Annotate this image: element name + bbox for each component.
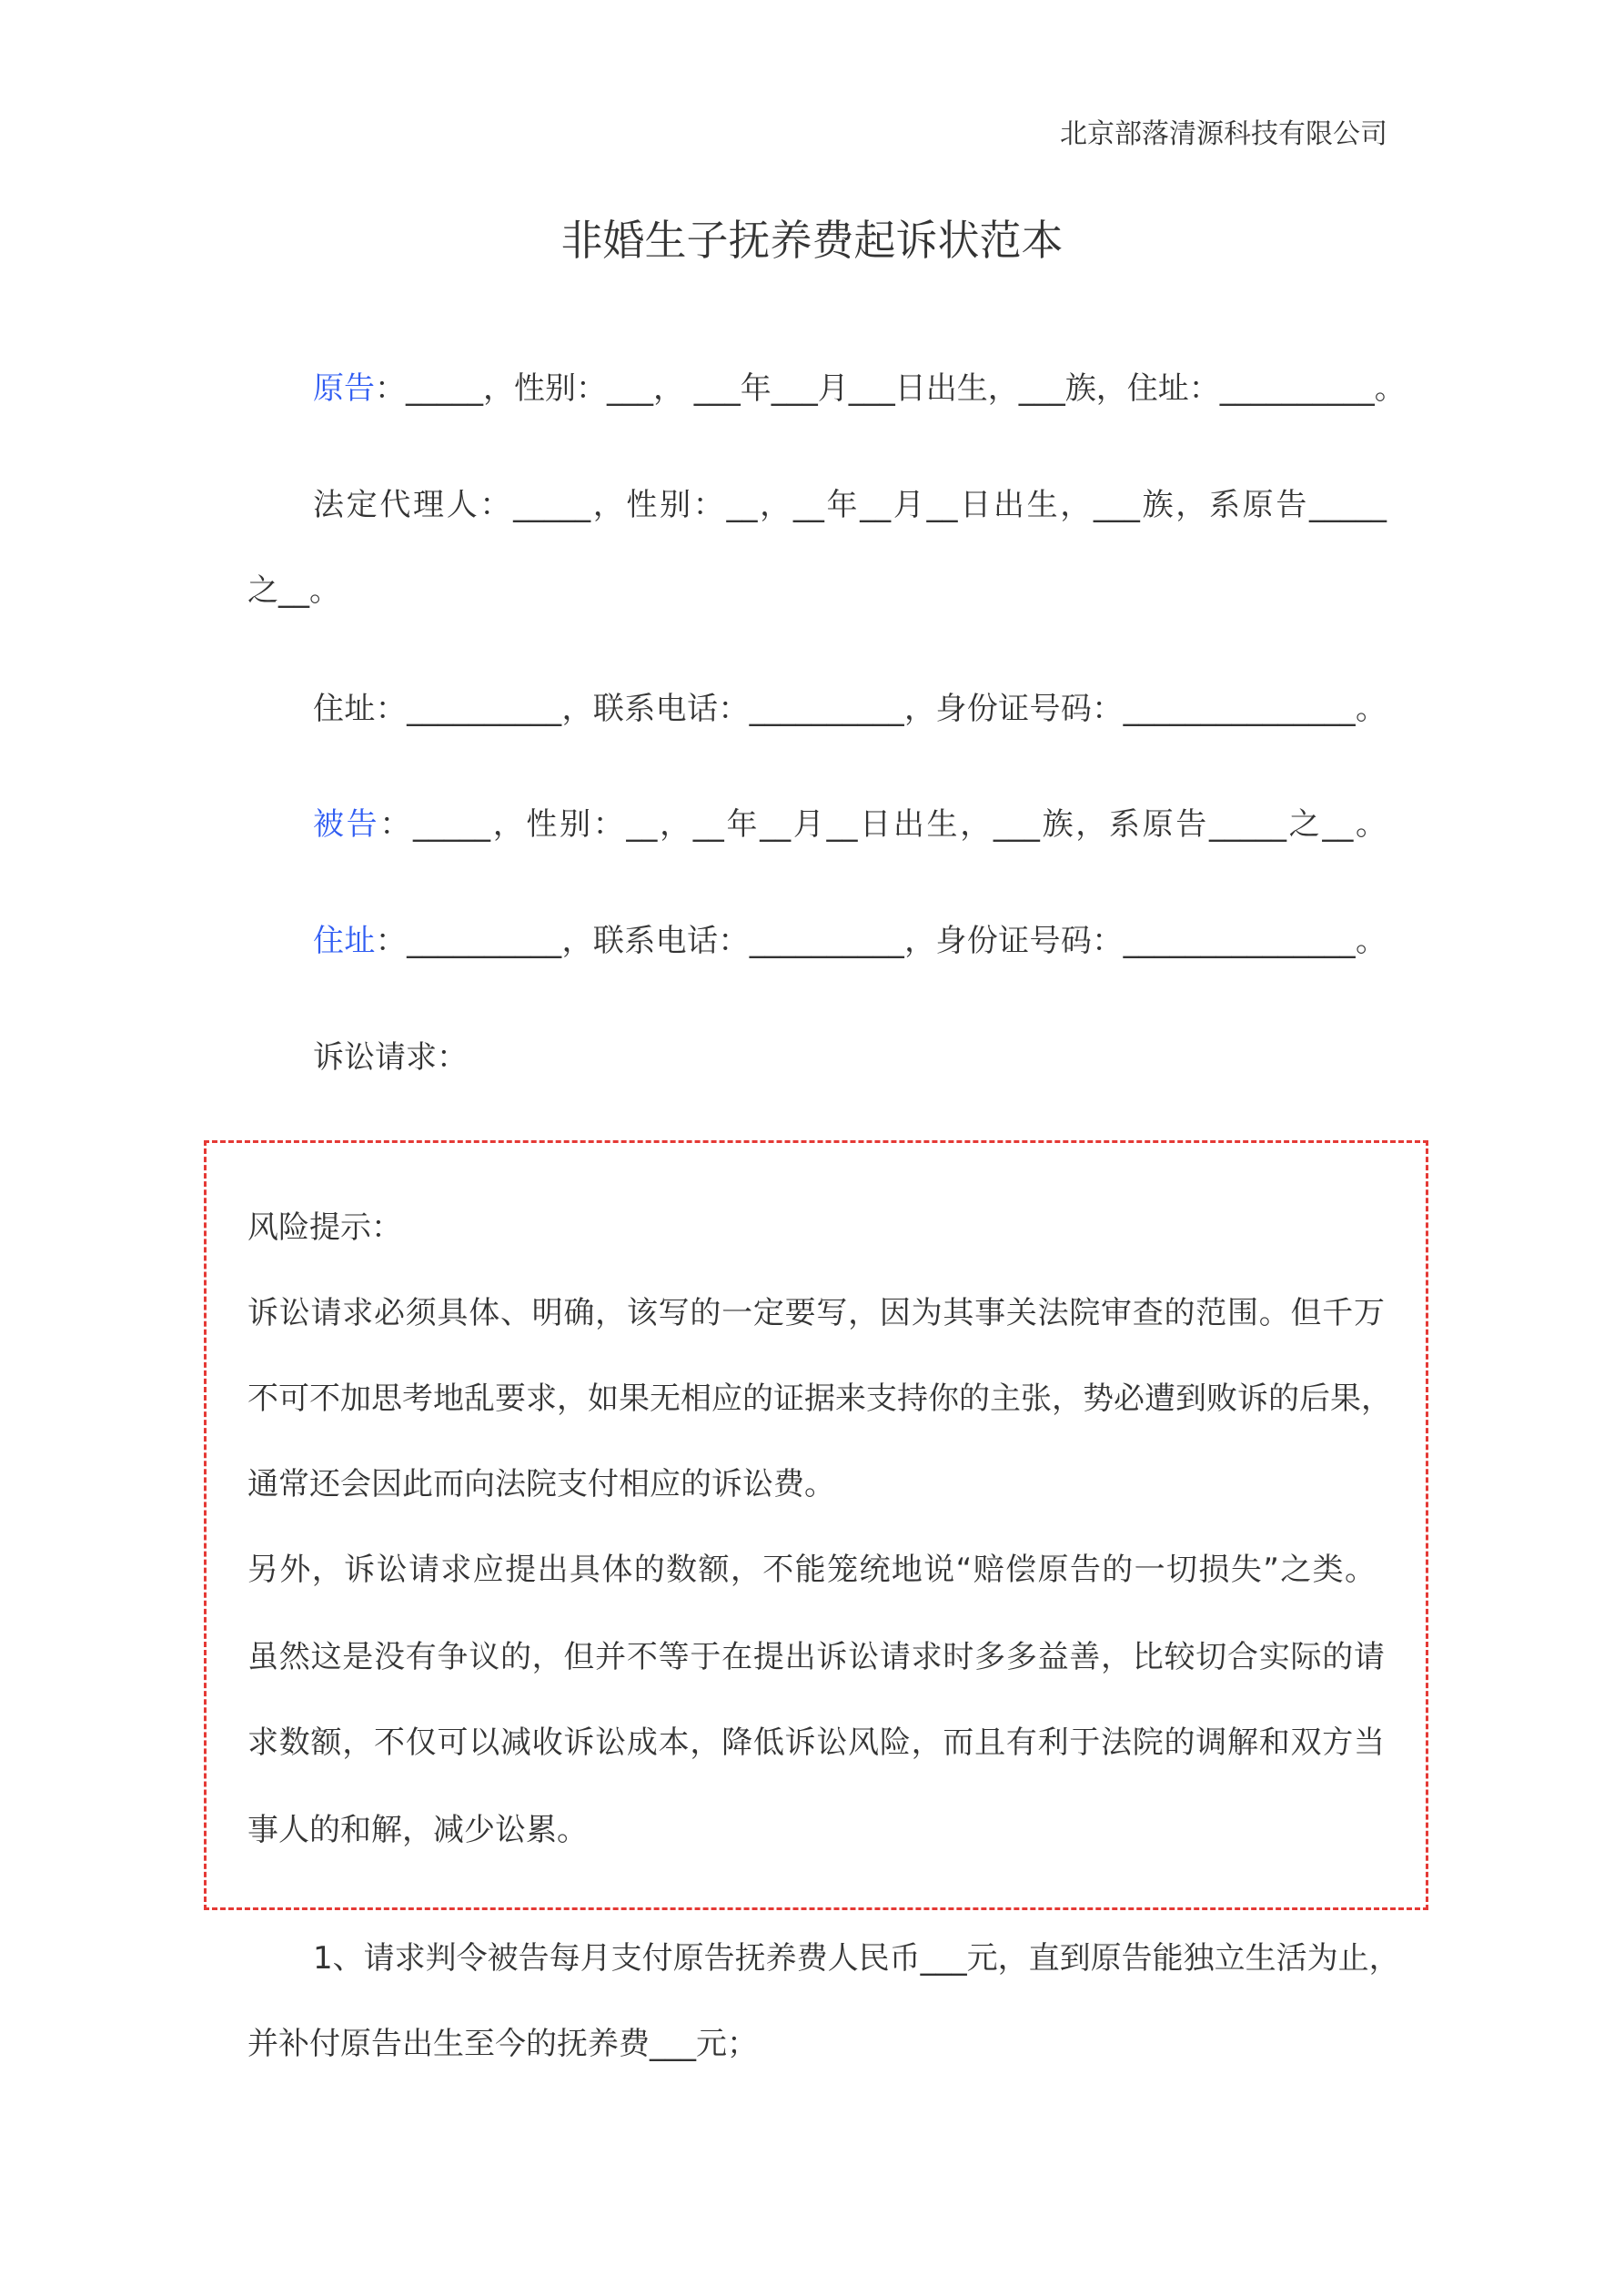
risk-line: 另外，诉讼请求应提出具体的数额，不能笼统地说“赔偿原告的一切损失”之类。: [247, 1552, 1376, 1588]
plaintiff-label[interactable]: 原告: [313, 370, 375, 407]
defendant-address-line: [313, 921, 1387, 961]
risk-line: 求数额，不仅可以减收诉讼成本，降低诉讼风险，而且有利于法院的调解和双方当: [247, 1725, 1385, 1761]
risk-line: 事人的和解，减少讼累。: [247, 1812, 588, 1848]
defendant-label[interactable]: 被告: [313, 806, 380, 843]
document-title: 非婚生子抚养费起诉状范本: [560, 216, 1064, 265]
defendant-line: [313, 804, 1387, 845]
risk-heading: 风险提示：: [247, 1209, 402, 1246]
risk-line: 虽然这是没有争议的，但并不等于在提出诉讼请求时多多益善，比较切合实际的请: [247, 1639, 1385, 1675]
company-header: 北京部落清源科技有限公司: [1060, 118, 1387, 150]
agent-line-2: 之__。: [247, 572, 340, 609]
defendant-address-fields: ：__________，联系电话：__________，身份证号码：_______________。: [375, 923, 1387, 959]
claim-1-line-2: 并补付原告出生至今的抚养费___元；: [247, 2026, 758, 2062]
plaintiff-line: [313, 369, 1406, 409]
agent-line-1: 法定代理人：_____，性别：__，__年__月__日出生，___族，系原告_____: [313, 487, 1387, 523]
risk-line: 通常还会因此而向法院支付相应的诉讼费。: [247, 1466, 835, 1502]
claims-heading: 诉讼请求：: [313, 1039, 468, 1076]
defendant-fields: ：_____，性别：__，__年__月__日出生，___族，系原告_____之__。: [379, 806, 1387, 843]
risk-line: 诉讼请求必须具体、明确，该写的一定要写，因为其事关法院审查的范围。但千万: [247, 1295, 1385, 1331]
agent-address-line: 住址：__________，联系电话：__________，身份证号码：_______________。: [313, 691, 1387, 727]
risk-tip-box: [204, 1140, 1428, 1910]
claim-1-line-1: 1、请求判令被告每月支付原告抚养费人民币___元，直到原告能独立生活为止，: [313, 1940, 1400, 1977]
risk-line: 不可不加思考地乱要求，如果无相应的证据来支持你的主张，势必遭到败诉的后果，: [247, 1381, 1392, 1417]
defendant-address-label[interactable]: 住址: [313, 923, 376, 959]
plaintiff-fields: ：_____，性别：___， ___年___月___日出生，___族，住址：__________。: [375, 370, 1406, 407]
